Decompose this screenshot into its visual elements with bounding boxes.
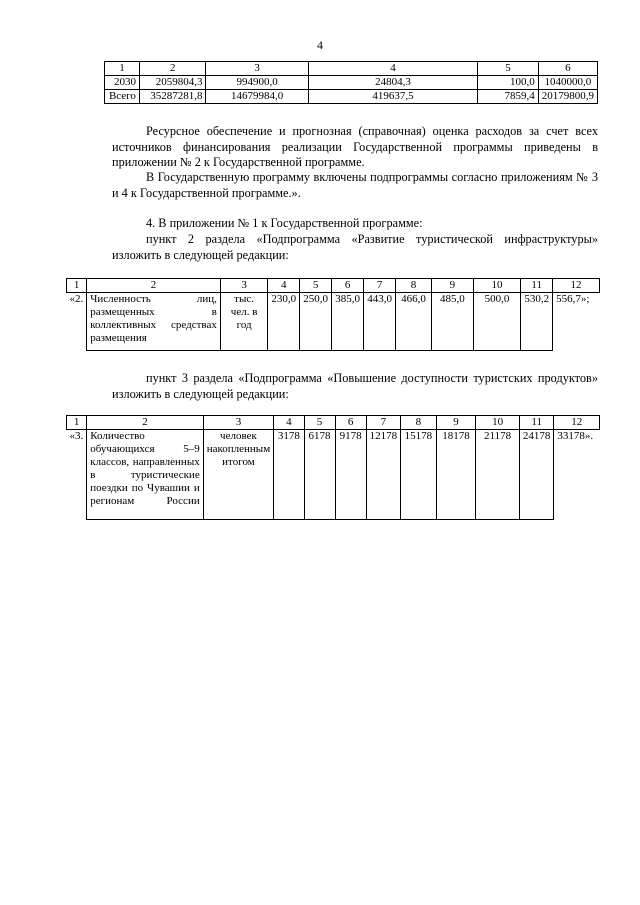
header-cell: 2 bbox=[87, 416, 203, 430]
value-cell: 15178 bbox=[401, 430, 437, 520]
table-header-row bbox=[67, 416, 600, 430]
value-cell: 2059804,3 bbox=[139, 76, 206, 90]
year-cell: 2030 bbox=[105, 76, 140, 90]
value-cell: 9178 bbox=[335, 430, 366, 520]
unit-cell: тыс. чел. в год bbox=[220, 293, 268, 351]
indicator-name-cell: Количество обучающихся 5–9 классов, направленных в туристические поездки по Чувашии и регионам России bbox=[87, 430, 203, 520]
value-cell: 556,7»; bbox=[553, 293, 600, 351]
header-cell: 5 bbox=[478, 62, 539, 76]
value-cell: 530,2 bbox=[521, 293, 553, 351]
value-cell: 230,0 bbox=[268, 293, 300, 351]
value-cell: 385,0 bbox=[332, 293, 364, 351]
value-cell: 21178 bbox=[476, 430, 520, 520]
table-row bbox=[67, 430, 600, 520]
value-cell: 14679984,0 bbox=[206, 90, 308, 104]
header-cell: 1 bbox=[105, 62, 140, 76]
table-header-row bbox=[67, 279, 600, 293]
paragraph-subprograms: В Государственную программу включены подпрограммы согласно приложениям № 3 и 4 к Государственной программе.». bbox=[112, 170, 598, 200]
value-cell: 500,0 bbox=[473, 293, 521, 351]
value-cell: 485,0 bbox=[431, 293, 473, 351]
header-cell: 3 bbox=[203, 416, 273, 430]
header-cell: 10 bbox=[473, 279, 521, 293]
paragraph-funding: Ресурсное обеспечение и прогнозная (справочная) оценка расходов за счет всех источников финансирования реализации Государственной программы приведены в приложении № 2 к Государственной программе. bbox=[112, 124, 598, 170]
value-cell: 419637,5 bbox=[308, 90, 477, 104]
value-cell: 994900,0 bbox=[206, 76, 308, 90]
header-cell: 8 bbox=[401, 416, 437, 430]
header-cell: 3 bbox=[206, 62, 308, 76]
table-row bbox=[105, 76, 598, 90]
header-cell: 10 bbox=[476, 416, 520, 430]
value-cell: 33178». bbox=[554, 430, 600, 520]
value-cell: 24178 bbox=[519, 430, 554, 520]
value-cell: 443,0 bbox=[364, 293, 396, 351]
header-cell: 1 bbox=[67, 416, 87, 430]
header-cell: 3 bbox=[220, 279, 268, 293]
value-cell: 3178 bbox=[274, 430, 304, 520]
header-cell: 11 bbox=[519, 416, 554, 430]
indicator-name-cell: Численность лиц, размещенных в коллективных средствах размещения bbox=[87, 293, 221, 351]
header-cell: 6 bbox=[335, 416, 366, 430]
header-cell: 2 bbox=[139, 62, 206, 76]
value-cell: 18178 bbox=[436, 430, 476, 520]
header-cell: 6 bbox=[538, 62, 597, 76]
header-cell: 5 bbox=[304, 416, 335, 430]
total-label-cell: Всего bbox=[105, 90, 140, 104]
table-row bbox=[105, 90, 598, 104]
header-cell: 9 bbox=[431, 279, 473, 293]
header-cell: 12 bbox=[554, 416, 600, 430]
header-cell: 4 bbox=[268, 279, 300, 293]
row-number-cell: «2. bbox=[67, 293, 87, 351]
unit-cell: человек накопленным итогом bbox=[203, 430, 273, 520]
header-cell: 9 bbox=[436, 416, 476, 430]
header-cell: 12 bbox=[553, 279, 600, 293]
header-cell: 5 bbox=[300, 279, 332, 293]
header-cell: 4 bbox=[308, 62, 477, 76]
header-cell: 4 bbox=[274, 416, 304, 430]
header-cell: 8 bbox=[396, 279, 432, 293]
value-cell: 250,0 bbox=[300, 293, 332, 351]
value-cell: 24804,3 bbox=[308, 76, 477, 90]
paragraph-point-2: пункт 2 раздела «Подпрограмма «Развитие туристической инфраструктуры» изложить в следующей редакции: bbox=[112, 232, 598, 262]
value-cell: 35287281,8 bbox=[139, 90, 206, 104]
indicator-table-2 bbox=[66, 278, 600, 351]
header-cell: 2 bbox=[87, 279, 221, 293]
paragraph-item-4: 4. В приложении № 1 к Государственной программе: bbox=[146, 216, 423, 230]
indicator-table-3 bbox=[66, 415, 600, 520]
value-cell: 12178 bbox=[366, 430, 401, 520]
header-cell: 6 bbox=[332, 279, 364, 293]
value-cell: 466,0 bbox=[396, 293, 432, 351]
table-row bbox=[67, 293, 600, 351]
value-cell: 20179800,9 bbox=[538, 90, 597, 104]
header-cell: 1 bbox=[67, 279, 87, 293]
value-cell: 7859,4 bbox=[478, 90, 539, 104]
header-cell: 11 bbox=[521, 279, 553, 293]
value-cell: 100,0 bbox=[478, 76, 539, 90]
value-cell: 1040000,0 bbox=[538, 76, 597, 90]
funding-table bbox=[104, 61, 598, 104]
page-number: 4 bbox=[317, 38, 323, 52]
table-header-row bbox=[105, 62, 598, 76]
header-cell: 7 bbox=[364, 279, 396, 293]
header-cell: 7 bbox=[366, 416, 401, 430]
paragraph-point-3: пункт 3 раздела «Подпрограмма «Повышение доступности туристских продуктов» изложить в следующей редакции: bbox=[112, 371, 598, 401]
value-cell: 6178 bbox=[304, 430, 335, 520]
row-number-cell: «3. bbox=[67, 430, 87, 520]
